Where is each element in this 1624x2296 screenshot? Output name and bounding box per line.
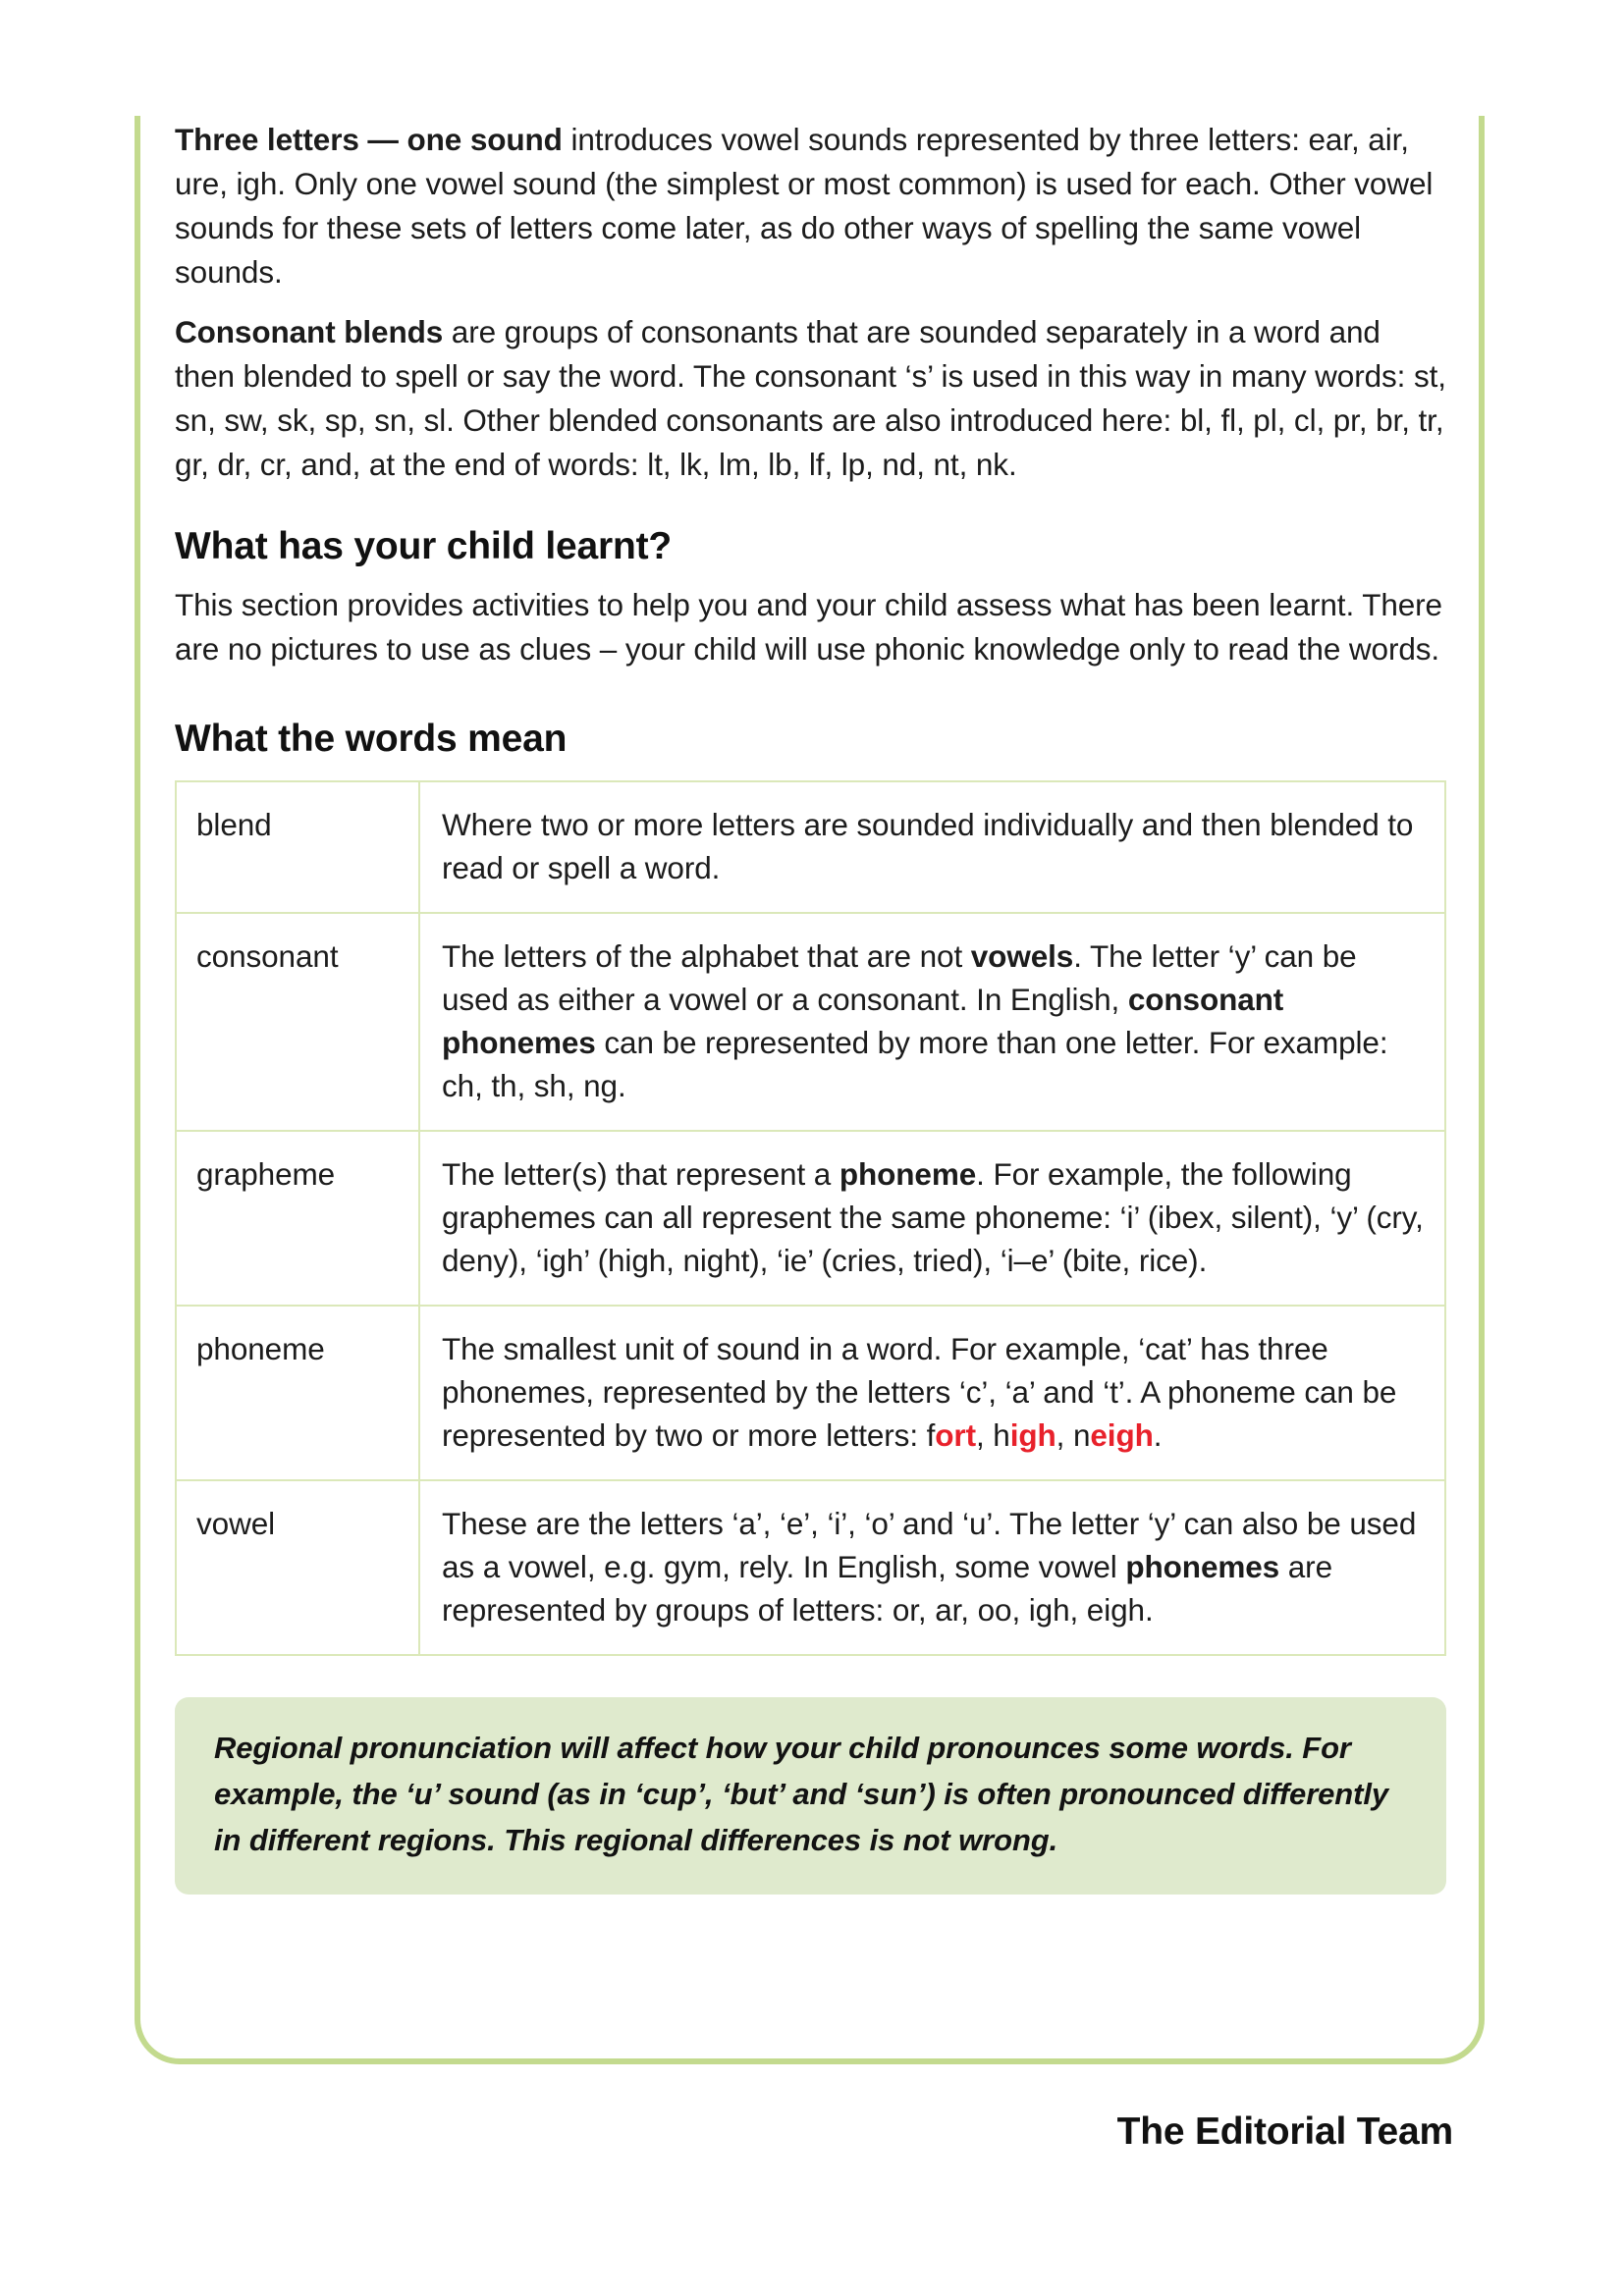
paragraph-rest-consonant-blends: are groups of consonants that are sounded separately in a word and then blended to spell or say the word. The consonant ‘s’ is used in this way in many words: st, sn, sw, sk, sp, sn, sl. Other blended consonants are also introduced here: bl, fl, pl, cl, pr, br, tr, gr, dr, cr, and, at the end of words: lt, lk, lm, lb, lf, lp, nd, nt, nk. [175,314,1446,482]
paragraph-three-letters [175,118,1446,294]
glossary-definition: The letter(s) that represent a phoneme. For example, the following graphemes can all represent the same phoneme: ‘i’ (ibex, silent), ‘y’ (cry, deny), ‘igh’ (high, night), ‘ie’ (cries, tried), ‘i–e’ (bite, rice). [419,1131,1445,1306]
glossary-table-body [176,781,1445,1655]
heading-what-the-words-mean: What the words mean [175,718,568,760]
paragraph-lead-consonant-blends: Consonant blends [175,314,444,349]
paragraph-rest-three-letters: introduces vowel sounds represented by three letters: ear, air, ure, igh. Only one vowel sound (the simplest or most common) is used for each. Other vowel sounds for these sets of letters come later, as do other ways of spelling the same vowel sounds. [175,122,1434,290]
glossary-term: grapheme [176,1131,419,1306]
glossary-definition: The letters of the alphabet that are not vowels. The letter ‘y’ can be used as either a vowel or a consonant. In English, consonant phonemes can be represented by more than one letter. For example: ch, th, sh, ng. [419,913,1445,1131]
glossary-term: blend [176,781,419,913]
document-content [175,118,1446,1895]
glossary-definition: The smallest unit of sound in a word. For example, ‘cat’ has three phonemes, represented by the letters ‘c’, ‘a’ and ‘t’. A phoneme can be represented by two or more letters: fort, high, neigh. [419,1306,1445,1480]
glossary-definition: These are the letters ‘a’, ‘e’, ‘i’, ‘o’ and ‘u’. The letter ‘y’ can also be used as a vowel, e.g. gym, rely. In English, some vowel phonemes are represented by groups of letters: or, ar, oo, igh, eigh. [419,1480,1445,1655]
glossary-table [175,780,1446,1656]
paragraph-learnt-body: This section provides activities to help you and your child assess what has been learnt. There are no pictures to use as clues – your child will use phonic knowledge only to read the words. [175,587,1442,667]
table-row [176,1480,1445,1655]
footer-attribution: The Editorial Team [1116,2110,1453,2153]
callout-text: Regional pronunciation will affect how your child pronounces some words. For example, the ‘u’ sound (as in ‘cup’, ‘but’ and ‘sun’) is often pronounced differently in different regions. This regional differences is not wrong. [214,1731,1389,1857]
glossary-term: consonant [176,913,419,1131]
paragraph-consonant-blends [175,310,1446,487]
heading-what-has-your-child-learnt: What has your child learnt? [175,525,672,567]
table-row [176,1306,1445,1480]
table-row [176,913,1445,1131]
regional-pronunciation-callout [175,1697,1446,1895]
table-row [176,1131,1445,1306]
paragraph-lead-three-letters: Three letters — one sound [175,122,563,157]
glossary-definition: Where two or more letters are sounded individually and then blended to read or spell a word. [419,781,1445,913]
table-row [176,781,1445,913]
glossary-term: vowel [176,1480,419,1655]
glossary-term: phoneme [176,1306,419,1480]
